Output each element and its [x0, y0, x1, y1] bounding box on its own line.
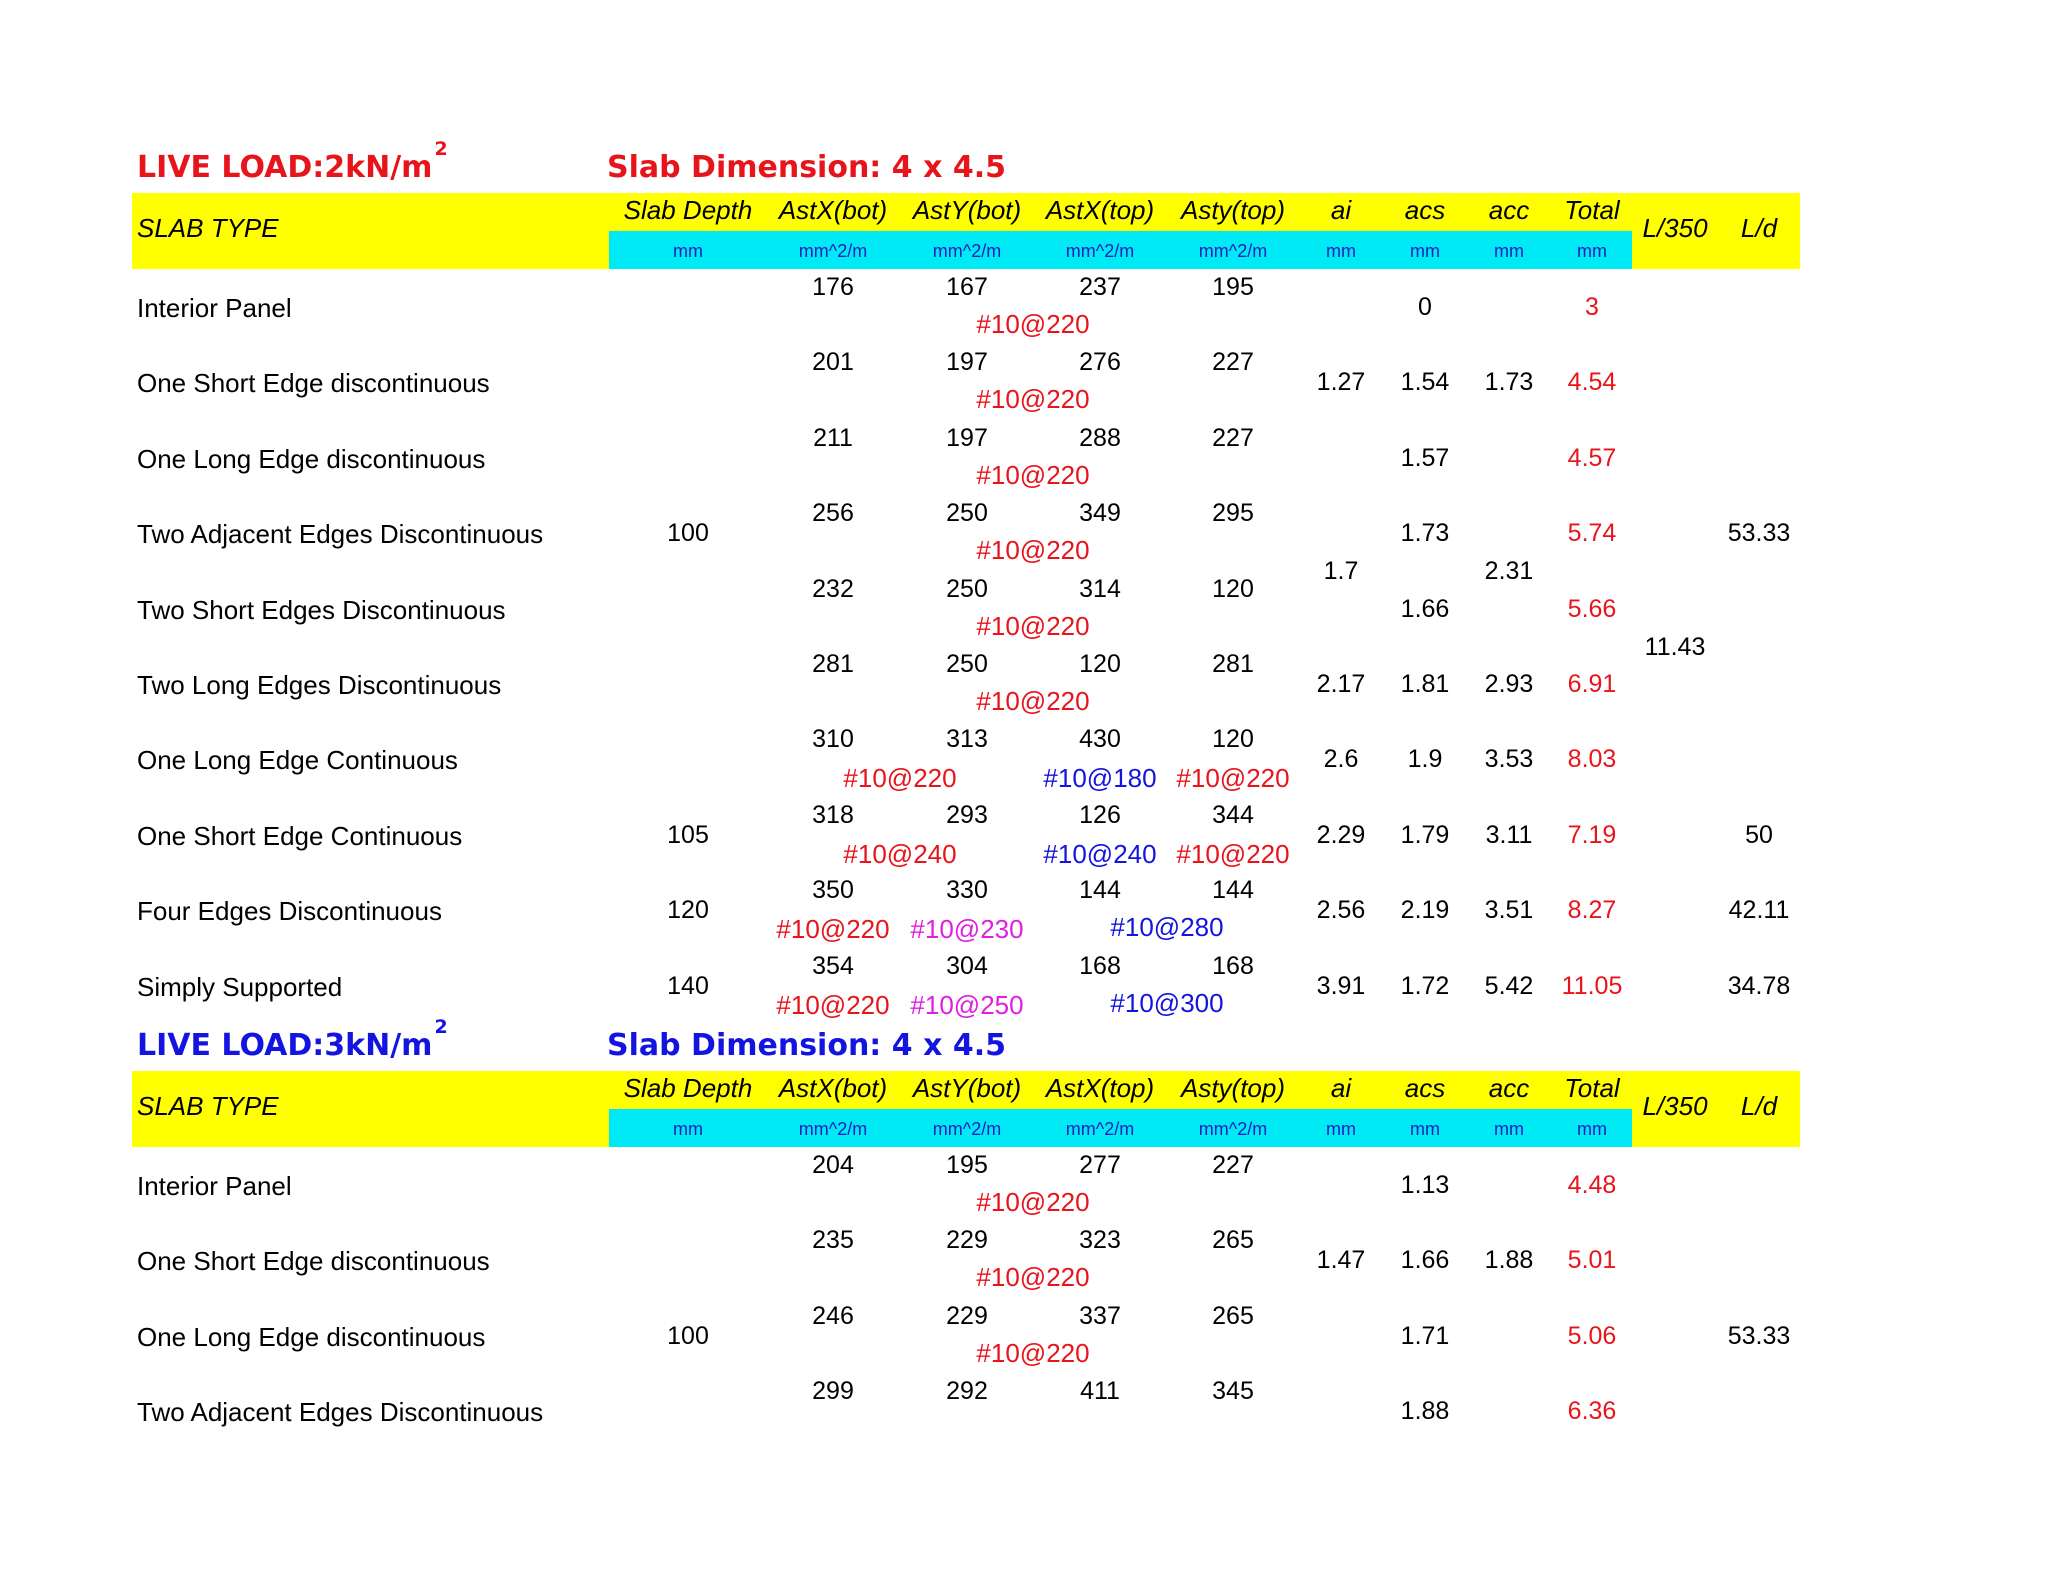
header-col-2: AstX(bot)	[778, 1073, 888, 1103]
unit-col-5: mm^2/m	[1198, 1119, 1268, 1139]
astx-bot: 310	[812, 725, 854, 754]
acc-merged: 2.31	[1484, 557, 1534, 586]
total-value: 7.19	[1567, 820, 1617, 849]
header-l350: L/350	[1642, 1091, 1708, 1121]
astx-bot: 350	[812, 876, 854, 905]
total-value: 4.54	[1567, 368, 1617, 397]
astx-bot: 235	[812, 1226, 854, 1255]
header-col-9: Total	[1564, 1073, 1620, 1103]
total-value: 8.27	[1567, 896, 1617, 925]
slab-depth: 105	[667, 820, 709, 849]
acs-value: 1.72	[1400, 971, 1450, 1000]
acc-value: 3.53	[1484, 745, 1534, 774]
asty-bot: 292	[946, 1377, 988, 1406]
astx-top: 120	[1079, 650, 1121, 678]
acs-value: 1.57	[1400, 443, 1450, 472]
bar-spacing: #10@220	[976, 1337, 1090, 1368]
row-label: One Short Edge discontinuous	[137, 368, 490, 399]
asty-bot: 195	[946, 1151, 988, 1179]
astx-top: 337	[1079, 1301, 1121, 1330]
row-label: Simply Supported	[137, 971, 343, 1002]
row-label: One Short Edge Continuous	[137, 820, 463, 851]
astx-top: 237	[1079, 273, 1121, 301]
total-value: 4.48	[1567, 1171, 1617, 1199]
asty-top: 344	[1212, 800, 1254, 829]
acs-value: 0	[1418, 293, 1432, 321]
bar-spacing: #10@220	[976, 309, 1090, 339]
astx-bot: 201	[812, 348, 854, 377]
asty-bot: 197	[946, 423, 988, 452]
row-label: One Long Edge discontinuous	[137, 1321, 486, 1352]
header-col-4: AstX(top)	[1045, 195, 1155, 225]
unit-col-3: mm^2/m	[932, 241, 1002, 261]
bar-spacing-top-y: #10@220	[1176, 838, 1290, 869]
unit-col-2: mm^2/m	[798, 241, 868, 261]
asty-bot: 229	[946, 1226, 988, 1255]
asty-top: 168	[1212, 951, 1254, 980]
row-label: Four Edges Discontinuous	[137, 896, 442, 927]
asty-bot: 330	[946, 876, 988, 905]
acs-value: 1.66	[1400, 1246, 1450, 1275]
astx-top: 314	[1079, 574, 1121, 603]
bar-spacing: #10@220	[976, 1262, 1090, 1293]
live-load-title	[137, 138, 448, 185]
header-col-6: ai	[1330, 195, 1352, 225]
unit-col-1: mm	[673, 241, 703, 261]
live-load-text: LIVE LOAD:2kN/m	[137, 150, 433, 185]
asty-bot: 229	[946, 1301, 988, 1330]
slab-depth-merged: 100	[667, 1321, 709, 1350]
bar-spacing-top-y: #10@220	[1176, 763, 1290, 794]
astx-top: 144	[1079, 876, 1121, 905]
header-ld: L/d	[1740, 1091, 1778, 1121]
asty-top: 120	[1212, 574, 1254, 603]
astx-top: 276	[1079, 348, 1121, 377]
asty-top: 295	[1212, 499, 1254, 528]
header-slab-type: SLAB TYPE	[137, 1091, 279, 1121]
header-col-5: Asty(top)	[1180, 1073, 1286, 1103]
header-l350: L/350	[1642, 213, 1708, 243]
asty-top: 144	[1212, 876, 1254, 905]
asty-top: 265	[1212, 1226, 1254, 1255]
bar-spacing-bot-x: #10@240	[843, 838, 957, 869]
astx-top: 168	[1079, 951, 1121, 980]
astx-bot: 232	[812, 574, 854, 603]
unit-col-7: mm	[1410, 241, 1440, 261]
total-value: 5.01	[1567, 1246, 1617, 1275]
total-value: 5.74	[1567, 519, 1617, 548]
live-load-text: LIVE LOAD:3kN/m	[137, 1028, 433, 1063]
astx-top: 430	[1079, 725, 1121, 754]
unit-col-9: mm	[1577, 241, 1607, 261]
live-load-superscript: 2	[434, 1016, 448, 1038]
astx-bot: 281	[812, 650, 854, 678]
bar-spacing-top-x: #10@180	[1043, 763, 1157, 794]
row-label: One Short Edge discontinuous	[137, 1246, 490, 1277]
ai-merged: 1.7	[1323, 557, 1359, 586]
astx-bot: 246	[812, 1301, 854, 1330]
header-slab-type: SLAB TYPE	[137, 213, 279, 243]
asty-bot: 313	[946, 725, 988, 754]
asty-bot: 250	[946, 574, 988, 603]
asty-top: 227	[1212, 1151, 1254, 1179]
bar-spacing-top: #10@280	[1110, 912, 1224, 943]
asty-bot: 250	[946, 650, 988, 678]
unit-col-4: mm^2/m	[1065, 241, 1135, 261]
asty-top: 265	[1212, 1301, 1254, 1330]
bar-spacing-bot-y: #10@250	[910, 989, 1024, 1020]
astx-top: 323	[1079, 1226, 1121, 1255]
bar-spacing-top: #10@300	[1110, 987, 1224, 1018]
acs-value: 1.71	[1400, 1321, 1450, 1350]
ld-value: 42.11	[1728, 896, 1790, 925]
bar-spacing-bot-x: #10@220	[776, 989, 890, 1020]
asty-top: 227	[1212, 348, 1254, 377]
astx-bot: 318	[812, 800, 854, 829]
unit-col-7: mm	[1410, 1119, 1440, 1139]
asty-bot: 293	[946, 800, 988, 829]
asty-top: 281	[1212, 650, 1254, 678]
bar-spacing-bot-y: #10@230	[910, 914, 1024, 945]
slab-dimension-title: Slab Dimension: 4 x 4.5	[607, 1028, 1007, 1063]
ai-value: 2.6	[1323, 745, 1359, 774]
row-label: Two Adjacent Edges Discontinuous	[137, 519, 544, 550]
slab-depth: 120	[667, 896, 709, 925]
row-label: Two Long Edges Discontinuous	[137, 670, 502, 700]
asty-bot: 250	[946, 499, 988, 528]
header-col-8: acc	[1488, 1073, 1530, 1103]
ai-value: 2.56	[1316, 896, 1366, 925]
ld-value: 34.78	[1727, 971, 1791, 1000]
acc-value: 1.88	[1484, 1246, 1534, 1275]
acs-value: 1.66	[1400, 594, 1450, 623]
total-value: 4.57	[1567, 443, 1617, 472]
unit-col-6: mm	[1326, 241, 1356, 261]
astx-bot: 211	[813, 423, 853, 452]
bar-spacing-top-x: #10@240	[1043, 838, 1157, 869]
header-col-9: Total	[1564, 195, 1620, 225]
asty-top: 120	[1212, 725, 1254, 754]
acc-value: 5.42	[1484, 971, 1534, 1000]
slab-dimension-title: Slab Dimension: 4 x 4.5	[607, 150, 1007, 185]
total-value: 3	[1585, 293, 1599, 321]
astx-bot: 176	[812, 273, 854, 301]
row-label: Interior Panel	[137, 1171, 292, 1201]
acs-value: 1.9	[1407, 745, 1443, 774]
astx-bot: 299	[812, 1377, 854, 1406]
bar-spacing-bot-x: #10@220	[843, 763, 957, 794]
header-col-3: AstY(bot)	[912, 195, 1022, 225]
header-col-3: AstY(bot)	[912, 1073, 1022, 1103]
ld-merged: 53.33	[1727, 519, 1791, 548]
unit-col-8: mm	[1494, 241, 1524, 261]
astx-bot: 256	[812, 499, 854, 528]
slab-depth-merged: 100	[667, 519, 709, 548]
total-value: 8.03	[1567, 745, 1617, 774]
live-load-title	[137, 1016, 448, 1063]
slab-depth: 140	[667, 971, 709, 1000]
l350-merged: 11.43	[1644, 632, 1706, 661]
acc-value: 1.73	[1484, 368, 1534, 397]
unit-col-1: mm	[673, 1119, 703, 1139]
acs-value: 2.19	[1400, 896, 1450, 925]
astx-top: 411	[1080, 1377, 1120, 1406]
asty-bot: 197	[946, 348, 988, 377]
acs-value: 1.88	[1400, 1397, 1450, 1426]
row-label: One Long Edge Continuous	[137, 745, 458, 776]
header-ld: L/d	[1740, 213, 1778, 243]
unit-col-2: mm^2/m	[798, 1119, 868, 1139]
row-label: Two Short Edges Discontinuous	[137, 594, 506, 625]
acs-value: 1.54	[1400, 368, 1450, 397]
row-label: Two Adjacent Edges Discontinuous	[137, 1397, 544, 1428]
ai-value: 1.47	[1316, 1246, 1366, 1275]
acs-value: 1.13	[1400, 1171, 1450, 1199]
unit-col-5: mm^2/m	[1198, 241, 1268, 261]
header-col-5: Asty(top)	[1180, 195, 1286, 225]
ai-value: 2.29	[1316, 820, 1366, 849]
bar-spacing: #10@220	[976, 535, 1090, 566]
bar-spacing: #10@220	[976, 384, 1090, 415]
acs-value: 1.81	[1400, 670, 1450, 698]
astx-top: 126	[1079, 800, 1121, 829]
bar-spacing: #10@220	[976, 1187, 1090, 1217]
asty-top: 227	[1212, 423, 1254, 452]
header-col-4: AstX(top)	[1045, 1073, 1155, 1103]
header-col-1: Slab Depth	[623, 195, 753, 225]
acs-value: 1.79	[1400, 820, 1450, 849]
unit-col-3: mm^2/m	[932, 1119, 1002, 1139]
unit-col-8: mm	[1494, 1119, 1524, 1139]
total-value: 11.05	[1561, 971, 1623, 1000]
acc-value: 3.11	[1485, 820, 1533, 849]
bar-spacing-bot-x: #10@220	[776, 914, 890, 945]
bar-spacing: #10@220	[976, 459, 1090, 490]
unit-col-9: mm	[1577, 1119, 1607, 1139]
bar-spacing: #10@220	[976, 610, 1090, 641]
total-value: 5.06	[1567, 1321, 1617, 1350]
astx-top: 288	[1079, 423, 1121, 452]
ai-value: 3.91	[1316, 971, 1366, 1000]
astx-top: 349	[1079, 499, 1121, 528]
astx-top: 277	[1079, 1151, 1121, 1179]
row-label: Interior Panel	[137, 293, 292, 323]
header-col-7: acs	[1404, 195, 1446, 225]
row-label: One Long Edge discontinuous	[137, 443, 486, 474]
header-col-8: acc	[1488, 195, 1530, 225]
unit-col-4: mm^2/m	[1065, 1119, 1135, 1139]
asty-bot: 304	[946, 951, 988, 980]
asty-top: 345	[1212, 1377, 1254, 1406]
header-col-7: acs	[1404, 1073, 1446, 1103]
acc-value: 2.93	[1484, 670, 1534, 698]
ld-merged: 53.33	[1727, 1321, 1791, 1350]
total-value: 5.66	[1567, 594, 1617, 623]
asty-top: 195	[1212, 273, 1254, 301]
acc-value: 3.51	[1484, 896, 1534, 925]
ai-value: 1.27	[1316, 368, 1366, 397]
ai-value: 2.17	[1316, 670, 1366, 698]
total-value: 6.91	[1567, 670, 1617, 698]
header-col-2: AstX(bot)	[778, 195, 888, 225]
header-col-6: ai	[1330, 1073, 1352, 1103]
header-col-1: Slab Depth	[623, 1073, 753, 1103]
live-load-superscript: 2	[434, 138, 448, 160]
total-value: 6.36	[1567, 1397, 1617, 1426]
ld-value: 50	[1745, 820, 1773, 849]
unit-col-6: mm	[1326, 1119, 1356, 1139]
bar-spacing: #10@220	[976, 686, 1090, 716]
asty-bot: 167	[946, 273, 988, 301]
acs-value: 1.73	[1400, 519, 1450, 548]
astx-bot: 204	[812, 1151, 854, 1179]
astx-bot: 354	[812, 951, 854, 980]
